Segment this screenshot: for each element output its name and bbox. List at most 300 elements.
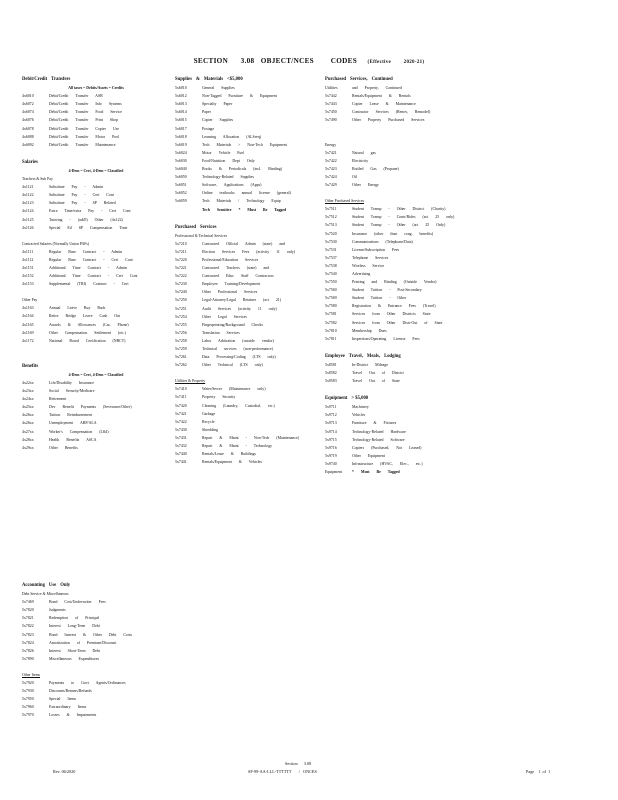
code-row (325, 361, 475, 369)
object-code: 4x6010 (22, 94, 34, 99)
object-code: 5x8583 (325, 379, 337, 384)
code-row (22, 183, 170, 191)
object-code: 5x7210 (175, 241, 187, 246)
code-description: Unemployment ARP/ALA (49, 421, 97, 426)
code-description: Health Benefits ASCA (49, 437, 97, 442)
code-description: Additional Time Contract - Admin (49, 265, 127, 270)
heading-word: Equipment (325, 396, 348, 402)
code-description: Contracted Educ Staff Contractors (202, 274, 274, 279)
object-code: 5x7220 (175, 257, 187, 262)
code-row (325, 302, 475, 310)
object-code: 5x7423 (325, 166, 337, 171)
object-code: 5x8581 (325, 362, 337, 367)
footer-section-label: Section (285, 761, 298, 766)
code-row (325, 335, 475, 343)
section-heading (325, 353, 475, 361)
section-heading (175, 224, 320, 232)
code-row (22, 116, 170, 124)
code-row (22, 256, 170, 264)
code-row (175, 272, 320, 280)
code-description: Contractor Services (Renov, Remodel) (352, 110, 431, 115)
object-code: 5x6010 (175, 86, 187, 91)
spacer (22, 345, 170, 361)
code-row (22, 207, 170, 215)
code-description: Regular Base Contract - Cert Cont (49, 257, 133, 262)
code-row (325, 310, 475, 318)
object-code: 4x1163 (22, 306, 34, 311)
section-heading (22, 159, 170, 167)
object-code: 5x7429 (325, 183, 337, 188)
object-code: 5x7254 (175, 314, 187, 319)
code-row (22, 444, 170, 452)
code-description: Membership Dues (352, 328, 387, 333)
object-code: 5x7890 (22, 656, 34, 661)
object-code: 5x7443 (325, 102, 337, 107)
section-heading (22, 582, 170, 590)
code-description: Additional Time Contract - Cert Cont (49, 274, 138, 279)
object-code: 5x6014 (175, 110, 187, 115)
object-code: 5x7261 (175, 355, 187, 360)
heading-word: & (195, 77, 200, 82)
object-code: 5x7490 (325, 118, 337, 123)
object-code: 4x1122 (22, 193, 34, 198)
code-row (22, 133, 170, 141)
heading-word: Lodging (384, 353, 401, 359)
spacer (175, 214, 320, 222)
code-row (22, 321, 170, 329)
object-code: 5x7255 (175, 322, 187, 327)
object-code: 5x7820 (22, 608, 34, 613)
code-description: Tech Materials > Non-Tech Equipment (202, 142, 287, 147)
code-row (175, 189, 320, 197)
section-note: 4-Dem = Cert, 4-Dem = Classified (68, 372, 124, 377)
object-code: 5x7513 (325, 223, 337, 228)
code-description: Other Equipment (352, 453, 385, 458)
code-description: Data Processing/Coding (LTS only) (202, 355, 276, 360)
object-code: 5x6015 (175, 118, 187, 123)
code-row (175, 393, 320, 401)
code-description: Repair & Maint - Technology (202, 444, 273, 449)
code-description: National Board Certification (NBCT) (49, 338, 126, 343)
code-description: Other Technical (LTS only) (202, 363, 263, 368)
code-row (325, 205, 475, 213)
code-description: Wireless Service (352, 263, 385, 268)
code-description: Cleaning (Laundry, Custodial, etc.) (202, 403, 275, 408)
code-description: License/Subscription Fees (352, 247, 399, 252)
code-description: Online textbooks annual license (general) (202, 191, 291, 196)
code-row (325, 149, 475, 157)
code-description: Furniture & Fixtures (352, 421, 397, 426)
object-code: 5x6013 (175, 102, 187, 107)
title-name: OBJECT/NCES (260, 57, 314, 65)
code-description: Debit/Credit Transfer Motor Pool (49, 134, 120, 139)
code-description: Other Benefits (49, 445, 78, 450)
object-code: 4x1121 (22, 185, 34, 190)
code-row (325, 100, 475, 108)
object-code: 4x23xx (22, 389, 34, 394)
code-description: Losses & Impairments (49, 713, 97, 718)
footer-separator: / (298, 769, 300, 774)
code-row (325, 108, 475, 116)
object-code: 5x7511 (325, 207, 337, 212)
object-code: 4x1152 (22, 274, 34, 279)
code-row (325, 221, 475, 229)
code-row (325, 181, 475, 189)
code-description: Shredding (202, 427, 218, 432)
object-code: 5x7420 (175, 403, 187, 408)
object-code: 5x6017 (175, 126, 187, 131)
object-code: 5x7258 (175, 338, 187, 343)
title-section: SECTION (193, 57, 229, 65)
title-effective: (Effective (367, 60, 392, 65)
code-description: Postage (202, 126, 215, 131)
code-description: Motor Vehicle Fuel (202, 150, 245, 155)
code-row (325, 92, 475, 100)
code-description: Retirement (49, 397, 67, 402)
object-code: 5x7432 (175, 444, 187, 449)
object-code: 5x7424 (325, 174, 337, 179)
code-row (175, 181, 320, 189)
code-row (22, 679, 170, 687)
code-row (325, 116, 475, 124)
code-description: Tech Materials / Technology Equip (202, 199, 281, 204)
code-row (175, 240, 320, 248)
code-row (325, 327, 475, 335)
code-description: Tutoring - (add'l) Other (4x122) (49, 217, 123, 222)
code-description: In-District Mileage (352, 362, 388, 367)
object-code: Equipment (325, 470, 343, 475)
code-row (22, 191, 170, 199)
code-description: Substitute Pay - Cert Cont (49, 193, 114, 198)
object-code: 5x6019 (175, 142, 187, 147)
object-code: 5x6059 (175, 199, 187, 204)
code-description: Tech Sensitive * Must Be Tagged (202, 207, 287, 212)
code-description: Student Transp - Contr/Rides (act 25 only) (352, 215, 455, 220)
code-description: Oil (352, 174, 357, 179)
object-code: 4x1125 (22, 217, 34, 222)
code-description: Student Transp - Other District (Charity) (352, 207, 446, 212)
object-code: 5x7540 (325, 271, 337, 276)
object-code: 5x7821 (22, 616, 34, 621)
code-description: Professional/Education Services (202, 257, 259, 262)
heading-word: Meals, (366, 353, 381, 359)
code-description: Bond Cost/Underwriter Fees (49, 600, 106, 605)
subheading: Other Purchased Services (325, 199, 365, 204)
code-row (325, 173, 475, 181)
code-row (325, 230, 475, 238)
code-row (22, 108, 170, 116)
object-code: 5x7410 (175, 387, 187, 392)
code-description: Redemption of Principal (49, 616, 100, 621)
code-row (325, 294, 475, 302)
heading-word: Use (48, 583, 57, 588)
code-row (175, 133, 320, 141)
code-description (352, 141, 475, 149)
code-row (175, 100, 320, 108)
code-row (22, 436, 170, 444)
code-row (175, 426, 320, 434)
code-description: and Property, Continued (352, 86, 402, 91)
code-row (175, 410, 320, 418)
code-row (175, 206, 320, 214)
heading-word: Services (200, 224, 217, 230)
code-row (325, 213, 475, 221)
code-row (22, 248, 170, 256)
code-description: General Supplies (202, 86, 235, 91)
object-code: 4x26xx (22, 421, 34, 426)
code-description: Debit/Credit Transfer Info Systems (49, 102, 122, 107)
code-row (22, 199, 170, 207)
code-row (175, 256, 320, 264)
code-description: Non-Tagged Furniture & Equipment (202, 94, 277, 99)
title-year: 2020-21) (403, 60, 425, 65)
code-row (175, 442, 320, 450)
code-description: Technology-Related Hardware (352, 429, 406, 434)
footer-section-number: 3.08 (303, 761, 312, 766)
code-row (175, 434, 320, 442)
code-description: Labor Arbitration (outside vendor) (202, 338, 274, 343)
code-description: Water/Sewer (Maintenance only) (202, 387, 266, 392)
object-code: 5x7970 (22, 713, 34, 718)
object-code: 5x7530 (325, 239, 337, 244)
section-heading (175, 76, 320, 84)
object-code: 5x9719 (325, 453, 337, 458)
code-description: Other Energy (352, 183, 379, 188)
code-description: Property Security (202, 395, 236, 400)
code-description: Communications (Telephone/Data) (352, 239, 413, 244)
code-row (175, 329, 320, 337)
heading-word: Materials (203, 77, 224, 82)
title-codes: CODES (330, 57, 358, 65)
code-row (22, 606, 170, 614)
heading-word: Services, (350, 77, 368, 82)
code-description: Student Tuition - Other (352, 296, 407, 301)
heading-word: Benefits (22, 363, 39, 369)
code-row (325, 411, 475, 419)
heading-word: Continued (371, 77, 393, 82)
code-description: Discounts/Returns/Refunds (49, 689, 92, 694)
code-row (325, 428, 475, 436)
code-description: Fingerprinting/Background Checks (202, 322, 264, 327)
code-description: Judgments (49, 608, 66, 613)
code-row (22, 329, 170, 337)
heading-word: Salaries (22, 159, 38, 165)
code-row (175, 165, 320, 173)
heading-word: Transfers (51, 77, 71, 82)
object-code: 5x6012 (175, 94, 187, 99)
code-row (175, 141, 320, 149)
code-row (175, 248, 320, 256)
footer-rev: Rev. 06/2020 (53, 769, 76, 774)
section-heading (325, 395, 475, 403)
code-description: Tuition Reimbursement (49, 413, 92, 418)
code-row (22, 379, 170, 387)
code-description: Registration & Entrance Fees (Travel) (352, 304, 436, 309)
code-description: Copiers (Purchased, Not Leased) (352, 445, 422, 450)
code-description: Advertising (352, 271, 371, 276)
code-description: Student Transp - Other (act 25 Only) (352, 223, 446, 228)
code-row (175, 450, 320, 458)
code-row (22, 622, 170, 630)
code-row (175, 264, 320, 272)
code-row (325, 452, 475, 460)
code-row (175, 345, 320, 353)
code-row (175, 149, 320, 157)
code-description: Other Professional Services (202, 290, 258, 295)
code-description: Contracted Teachers (state) and (202, 266, 270, 271)
object-code: 5x6040 (175, 167, 187, 172)
code-row (22, 614, 170, 622)
spacer (325, 343, 475, 351)
footer-page-number: 1 (538, 769, 541, 774)
code-description: Other Legal Services (202, 314, 247, 319)
code-description: Debit/Credit Transfer Food Service (49, 110, 123, 115)
object-code: 5x8582 (325, 371, 337, 375)
object-code: 4x1111 (22, 249, 34, 254)
object-code: 5x9740 (325, 461, 337, 466)
heading-word: Accounting (22, 583, 45, 588)
object-code: 5x7422 (175, 419, 187, 424)
object-code: 4x27xx (22, 429, 34, 434)
code-row (175, 321, 320, 329)
heading-word: Purchased (175, 224, 197, 230)
code-row (325, 254, 475, 262)
code-description: * Must Be Tagged (352, 470, 400, 475)
code-description: Insurance (other than cong. benefits) (352, 231, 434, 236)
object-code: 5x6018 (175, 134, 187, 139)
object-code: 5x7960 (22, 705, 34, 710)
code-row (325, 238, 475, 246)
code-description: Debit/Credit Transfer ASB (49, 94, 103, 99)
code-row (22, 695, 170, 703)
code-description: Infrastructure (HVAC, Elec., etc.) (352, 461, 423, 466)
object-code: 5x7250 (175, 298, 187, 303)
spacer (22, 149, 170, 157)
object-code: 4x1151 (22, 265, 34, 270)
object-code: 4x1123 (22, 201, 34, 206)
footer-page-total: 1 (548, 769, 551, 774)
subheading: Other Pay (22, 298, 38, 303)
subheading: Other Items (22, 672, 41, 677)
code-row (325, 369, 475, 377)
code-description: Dev Benefit Payments (Severance/Other) (49, 405, 132, 410)
code-description: Other Property Purchased Services (352, 118, 425, 123)
object-code: Energy (325, 142, 337, 147)
footer-page (526, 769, 550, 774)
object-code: 4x1126 (22, 225, 34, 230)
object-code: 5x9715 (325, 437, 337, 442)
code-row (22, 639, 170, 647)
object-code: 5x7581 (325, 312, 337, 317)
code-row (175, 361, 320, 369)
code-row (22, 304, 170, 312)
code-description: Technical services (non-performance) (202, 347, 273, 351)
object-code: 5x7822 (22, 624, 34, 629)
object-code: 5x7823 (22, 632, 34, 637)
code-description: Other Compensation Settlement (etc.) (49, 330, 126, 335)
object-code: 4x24xx (22, 397, 34, 402)
code-row (325, 286, 475, 294)
code-row (22, 125, 170, 133)
code-row (22, 428, 170, 436)
footer-page-label: Page (526, 769, 535, 774)
code-description: Food/Nutrition Dept Only (202, 158, 255, 163)
code-row (325, 377, 475, 385)
code-description: Regular Base Contract - Admin (49, 249, 123, 254)
code-row (175, 458, 320, 466)
object-code: 5x7431 (175, 435, 187, 440)
code-row (22, 337, 170, 345)
code-row (325, 278, 475, 286)
code-description: Vehicles (352, 413, 366, 418)
code-description: Printing and Binding (Outside Vendor) (352, 280, 437, 285)
object-code: 5x7810 (325, 328, 337, 333)
subheading: Utilities & Property (175, 379, 206, 384)
column-2 (175, 74, 320, 466)
object-code: 5x7262 (175, 363, 187, 368)
code-description: Legal-Attorney/Legal Retainer (act 21) (202, 298, 282, 303)
code-description: Books & Periodicals (incl. Binding) (202, 167, 283, 172)
code-row (325, 403, 475, 411)
heading-word: <$5,000 (227, 77, 243, 82)
code-row (22, 687, 170, 695)
object-code: 5x7421 (325, 150, 337, 155)
object-code: 5x7211 (175, 249, 187, 254)
object-code: 4x25xx (22, 405, 34, 410)
code-row (175, 402, 320, 410)
object-code: 5x7826 (22, 648, 34, 653)
object-code: 4x1165 (22, 322, 34, 327)
code-row (175, 197, 320, 205)
object-code: 5x7251 (175, 306, 187, 311)
spacer (22, 232, 170, 240)
subheading: Contracted Salaries (Normally Union PAFs) (22, 241, 90, 246)
object-code: 4x6078 (22, 126, 34, 131)
code-description: Rentals/Equipment & Vehicles (202, 460, 262, 465)
code-row (175, 116, 320, 124)
code-description: Amortization of Premium/Discount (49, 640, 117, 645)
code-description: Technology-Related Software (352, 437, 405, 442)
code-description: Machinery (352, 405, 369, 410)
object-code: 4x29xx (22, 445, 34, 450)
object-code: 5x7582 (325, 320, 337, 325)
section-heading (325, 76, 475, 84)
code-row (325, 262, 475, 270)
code-row (175, 173, 320, 181)
code-row (325, 157, 475, 165)
object-code: 5x7450 (325, 110, 337, 115)
object-code: 5x7930 (22, 689, 34, 694)
code-row (22, 703, 170, 711)
object-code: 5x7259 (175, 347, 187, 351)
code-description: Services from Other Distr-Out of State (352, 320, 443, 325)
code-description: Rentals/Equipment & Rentals (352, 94, 411, 99)
code-row (22, 92, 170, 100)
object-code (175, 206, 202, 214)
object-code: 4x1164 (22, 314, 34, 319)
code-description: Recycle (202, 419, 215, 424)
code-row (22, 647, 170, 655)
object-code: 5x7469 (22, 600, 34, 605)
code-row (175, 125, 320, 133)
object-code: 4x6092 (22, 142, 34, 147)
code-row (22, 411, 170, 419)
code-row (22, 264, 170, 272)
code-description: Payments to Govt Agents/Ordinances (49, 681, 126, 686)
object-code: 4x6076 (22, 118, 34, 123)
code-description: Miscellaneous Expenditures (49, 656, 99, 661)
code-description: Technology-Related Supplies (202, 175, 254, 180)
